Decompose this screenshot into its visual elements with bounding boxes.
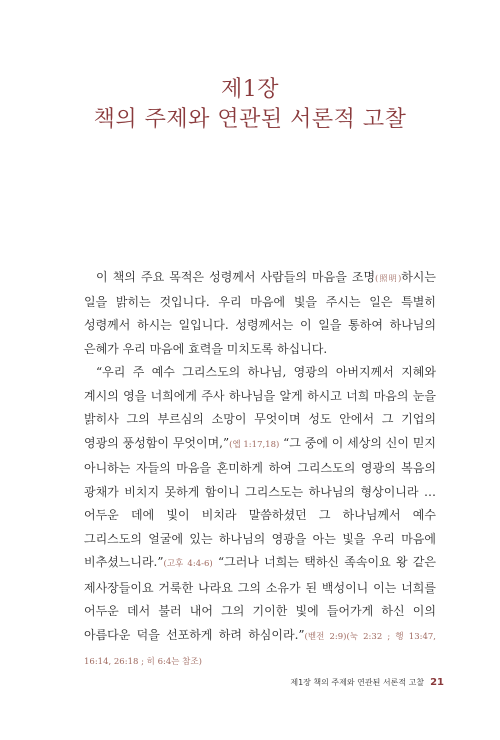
quote-2-corinthians: “그 중에 이 세상의 신이 믿지 아니하는 자들의 마음을 혼미하게 하여 그리스도의 영광의 복음의 광채가 비치지 못하게 함이니 그리스도는 하나님의 형상이니라 … 어두운 데에 빛이 비치라 말씀하셨던 그 하나님께서 예수 그리스도의 얼굴에 있는 하나님의 영광을 아는 빛을 우리 마음에 비추셨느니라.” — [84, 435, 436, 569]
running-title: 제1장 책의 주제와 연관된 서론적 고찰 — [290, 678, 425, 687]
hanja-annotation: (照明) — [375, 274, 402, 283]
paragraph-1 — [84, 266, 436, 361]
scripture-reference: (벧전 2:9)(눅 2:32 ; 행 13:47, 16:14, 26:18 ; 히 6:4는 참조) — [84, 631, 436, 667]
quote-ephesians: “우리 주 예수 그리스도의 하나님, 영광의 아버지께서 지혜와 계시의 영을 너희에게 주사 하나님을 알게 하시고 너희 마음의 눈을 밝히사 그의 부르심의 소망이 무엇이며 성도 안에서 그 기업의 영광의 풍성함이 무엇이며,” — [84, 365, 436, 450]
chapter-number: 제1장 — [220, 77, 279, 102]
page-number: 21 — [430, 677, 444, 688]
body-text — [84, 266, 436, 675]
scripture-reference: (고후 4:4-6) — [163, 559, 213, 569]
scripture-reference: (엡 1:17,18) — [229, 439, 280, 450]
page-footer — [290, 677, 444, 688]
paragraph-2 — [84, 361, 436, 675]
paragraph-1-text-b: 하시는 일을 밝히는 것입니다. 우리 마음에 빛을 주시는 일은 특별히 성령께서 하시는 일입니다. 성령께서는 이 일을 통하여 하나님의 은혜가 우리 마음에 효력을 미치도록 하십니다. — [84, 270, 436, 356]
paragraph-1-text-a: 이 책의 주요 목적은 성령께서 사람들의 마음을 조명 — [96, 270, 376, 284]
chapter-title: 책의 주제와 연관된 서론적 고찰 — [93, 107, 407, 132]
quote-1-peter: “그러나 너희는 택하신 족속이요 왕 같은 제사장들이요 거룩한 나라요 그의 소유가 된 백성이니 이는 너희를 어두운 데서 불러 내어 그의 기이한 빛에 들어가게 하신 이의 아름다운 덕을 선포하게 하려 하심이라.” — [84, 555, 436, 642]
